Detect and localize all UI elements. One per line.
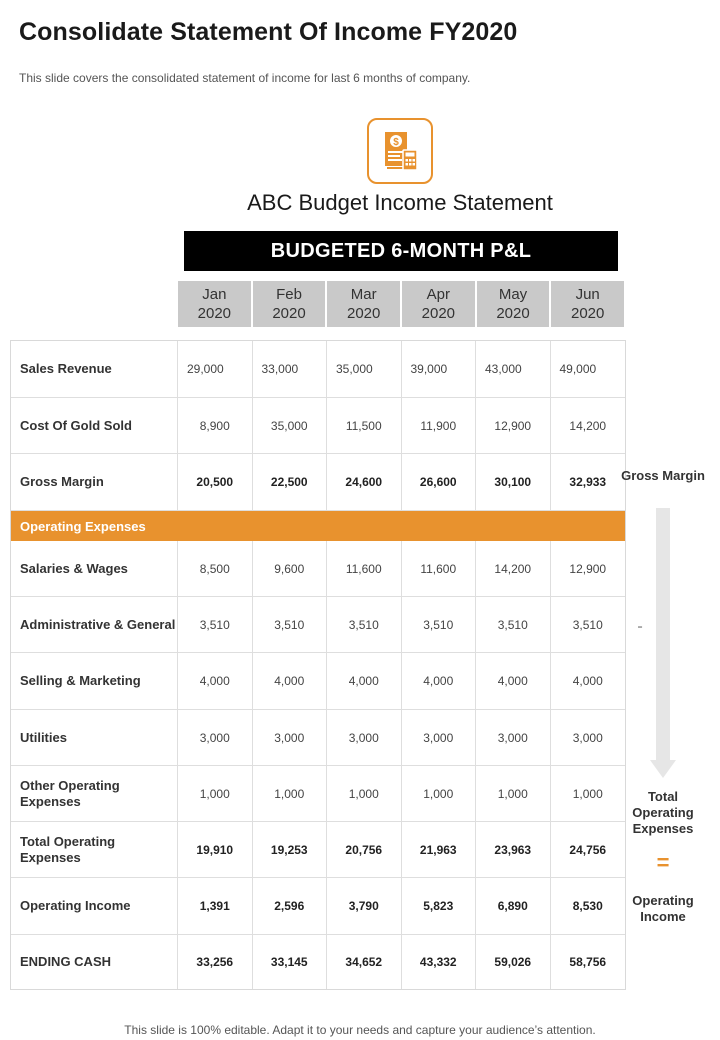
month-year: 2020: [421, 305, 456, 322]
table-row-operating-income: [11, 878, 625, 935]
table-cell: 33,256: [178, 935, 253, 989]
table-cell: 30,100: [476, 454, 551, 510]
table-row-total-opex: [11, 822, 625, 878]
month-year: 2020: [346, 305, 381, 322]
table-cell: 43,332: [402, 935, 477, 989]
row-label: Gross Margin: [11, 454, 178, 510]
table-row-utilities: [11, 710, 625, 766]
table-cell: 8,900: [178, 398, 253, 453]
table-cell: 3,000: [253, 710, 328, 765]
month-header: [327, 281, 400, 327]
month-name: Jan: [202, 286, 227, 303]
table-cell: 11,600: [402, 541, 477, 596]
statement-title: ABC Budget Income Statement: [247, 190, 553, 215]
table-row-salaries: [11, 541, 625, 597]
table-cell: 20,756: [327, 822, 402, 877]
equals-sign: =: [656, 850, 670, 875]
table-cell: 3,510: [572, 617, 603, 632]
table-cell: 1,000: [476, 766, 551, 821]
table-cell: 4,000: [402, 653, 477, 709]
minus-sign: -: [637, 618, 643, 635]
table-cell: 9,600: [253, 541, 328, 596]
table-cell: 29,000: [178, 341, 253, 397]
table-cell: 11,500: [327, 398, 402, 453]
table-cell: 3,510: [402, 597, 477, 652]
table-cell: 39,000: [402, 341, 477, 397]
month-name: Mar: [350, 286, 377, 303]
table-cell: 4,000: [476, 653, 551, 709]
table-cell: 3,000: [178, 710, 253, 765]
page-subtitle: This slide covers the consolidated statement of income for last 6 months of company.: [19, 71, 471, 85]
month-name: Feb: [276, 286, 302, 303]
row-label: Utilities: [11, 710, 178, 765]
month-header: [178, 281, 251, 327]
row-label: ENDING CASH: [11, 935, 178, 989]
table-cell: 3,510: [327, 597, 402, 652]
month-year: 2020: [571, 305, 605, 322]
table-cell: 6,890: [476, 878, 551, 934]
month-header-row: [178, 281, 624, 327]
table-cell: 3,000: [476, 710, 551, 765]
month-header: [551, 281, 624, 327]
table-cell: 26,600: [402, 454, 477, 510]
table-cell: 2,596: [253, 878, 328, 934]
table-cell: 1,391: [178, 878, 253, 934]
row-label: Selling & Marketing: [11, 653, 178, 709]
month-header: [253, 281, 326, 327]
table-cell: 24,600: [327, 454, 402, 510]
table-cell: 24,756: [569, 842, 607, 857]
table-cell: 1,000: [253, 766, 328, 821]
month-year: 2020: [272, 305, 306, 322]
table-row-gross-margin: [11, 454, 625, 511]
table-cell: 8,530: [572, 899, 603, 913]
table-cell: 4,000: [178, 653, 253, 709]
row-label: Other Operating Expenses: [11, 766, 178, 821]
operating-expenses-header: Operating Expenses: [11, 511, 625, 541]
table-cell: 33,000: [253, 341, 328, 397]
table-cell: 35,000: [327, 341, 402, 397]
table-cell: 43,000: [476, 341, 551, 397]
table-cell: 3,000: [572, 730, 603, 745]
row-label: Operating Income: [11, 878, 178, 934]
table-row-selling-marketing: [11, 653, 625, 710]
income-statement-table: [10, 340, 626, 990]
table-cell: 22,500: [253, 454, 328, 510]
page-title: Consolidate Statement Of Income FY2020: [19, 18, 518, 46]
footer-note: This slide is 100% editable. Adapt it to your needs and capture your audience’s attention.: [124, 1023, 596, 1037]
month-header: [402, 281, 475, 327]
table-row-other-opex: [11, 766, 625, 822]
table-cell: 1,000: [327, 766, 402, 821]
svg-text:$: $: [393, 137, 399, 148]
table-cell: 35,000: [253, 398, 328, 453]
table-cell: 59,026: [476, 935, 551, 989]
table-cell: 12,900: [569, 561, 607, 576]
table-cell: 4,000: [327, 653, 402, 709]
table-cell: 23,963: [476, 822, 551, 877]
pl-banner: BUDGETED 6-MONTH P&L: [184, 231, 618, 271]
table-cell: 3,000: [402, 710, 477, 765]
row-label: Administrative & General: [11, 597, 178, 652]
row-label: Total Operating Expenses: [11, 822, 178, 877]
table-row-sales-revenue: [11, 341, 625, 398]
month-year: 2020: [197, 305, 232, 322]
table-cell: 1,000: [572, 786, 603, 801]
table-cell: 32,933: [569, 475, 607, 489]
side-total-opex-label: Total Operating Expenses: [632, 789, 694, 836]
table-cell: 49,000: [559, 362, 597, 376]
side-gross-margin-label: Gross Margin: [621, 468, 705, 483]
table-cell: 14,200: [476, 541, 551, 596]
month-name: Jun: [575, 286, 600, 303]
table-row-ending-cash: [11, 935, 625, 989]
table-cell: 4,000: [253, 653, 328, 709]
table-cell: 4,000: [572, 674, 603, 688]
row-label: Sales Revenue: [11, 341, 178, 397]
table-cell: 3,510: [476, 597, 551, 652]
table-cell: 12,900: [476, 398, 551, 453]
table-cell: 3,510: [178, 597, 253, 652]
table-cell: 14,200: [569, 418, 607, 433]
table-cell: 19,253: [253, 822, 328, 877]
table-cell: 21,963: [402, 822, 477, 877]
table-cell: 19,910: [178, 822, 253, 877]
table-row-cost-of-goods: [11, 398, 625, 454]
table-cell: 58,756: [569, 955, 607, 969]
month-year: 2020: [496, 305, 530, 322]
table-cell: 5,823: [402, 878, 477, 934]
down-arrow-icon: [650, 508, 676, 780]
table-cell: 3,510: [253, 597, 328, 652]
month-name: Apr: [426, 286, 451, 303]
month-name: May: [498, 286, 528, 303]
table-cell: 11,900: [402, 398, 477, 453]
table-cell: 34,652: [327, 935, 402, 989]
table-cell: 8,500: [178, 541, 253, 596]
table-cell: 1,000: [402, 766, 477, 821]
table-cell: 3,000: [327, 710, 402, 765]
budget-calculator-icon: [367, 118, 433, 184]
month-header: [477, 281, 550, 327]
table-row-administrative: [11, 597, 625, 653]
table-cell: 3,790: [327, 878, 402, 934]
table-cell: 20,500: [178, 454, 253, 510]
table-cell: 1,000: [178, 766, 253, 821]
table-cell: 11,600: [327, 541, 402, 596]
row-label: Salaries & Wages: [11, 541, 178, 596]
side-operating-income-label: Operating Income: [632, 893, 694, 924]
table-cell: 33,145: [253, 935, 328, 989]
row-label: Cost Of Gold Sold: [11, 398, 178, 453]
